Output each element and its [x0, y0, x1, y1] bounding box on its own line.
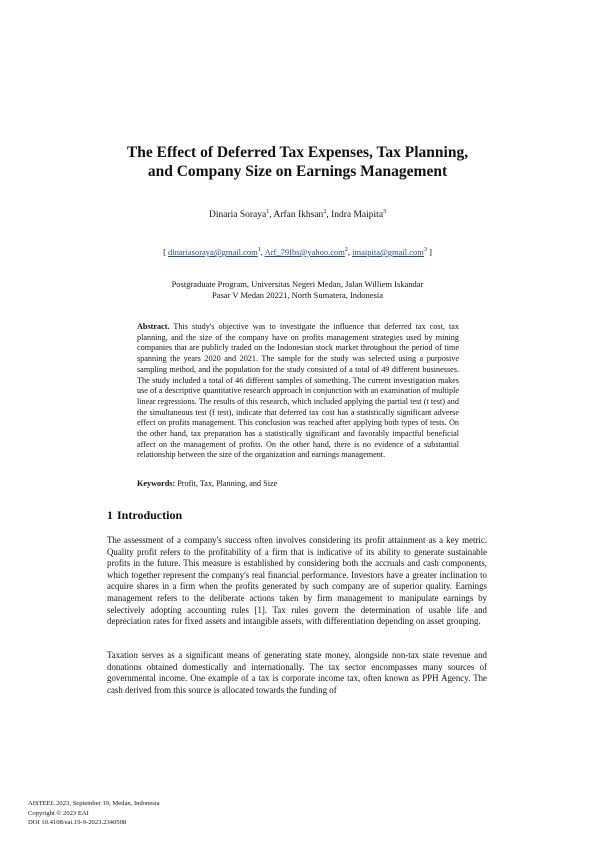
author-list	[100, 209, 495, 220]
author-name: Dinaria Soraya	[208, 210, 267, 221]
body-paragraph: Taxation serves as a significant means of generating state money, alongside non-tax state revenue and donations obtained domestically and internationally. The tax sector encompasses many sources of governmental income. One example of a tax is corporate income tax, often known as PPH Agency. The cash derived from this source is allocated towards the funding of	[107, 650, 487, 695]
author-emails	[100, 247, 495, 257]
email-mark: 3	[423, 247, 427, 254]
email-bracket-close: ]	[426, 247, 432, 257]
footer-copyright: Copyright © 2023 EAI	[28, 809, 89, 817]
author-name: Arfan Ikhsan	[273, 210, 324, 221]
email-bracket-open: [	[163, 247, 169, 257]
email-mark: 2	[344, 247, 348, 254]
abstract	[137, 322, 459, 461]
email-link[interactable]: imaipita@gmail.com	[352, 247, 424, 257]
email-link[interactable]: dinariasoraya@gmail.com	[168, 247, 258, 257]
affiliation-line: Postgraduate Program, Universitas Negeri Medan, Jalan Williem Iskandar	[171, 279, 424, 289]
email-separator: ,	[260, 247, 265, 257]
section-title: Introduction	[117, 508, 183, 522]
author-affiliation-mark: 2	[323, 209, 327, 215]
section-number: 1	[107, 508, 113, 522]
footer-doi: DOI 10.4108/eai.19-9-2023.2340508	[28, 819, 127, 827]
author-affiliation-mark: 3	[383, 209, 387, 215]
affiliation	[100, 279, 495, 301]
keywords	[137, 479, 459, 488]
author-separator: ,	[269, 210, 274, 221]
abstract-label: Abstract.	[137, 322, 170, 331]
abstract-text: This study's objective was to investigate the influence that deferred tax cost, tax planning, and the size of the company have on profits management strategies used by mining companies that are publicly traded on the Indonesian stock market throughout the period of time spanning the years 2020 and 2021. The sample for the study was selected using a purposive sampling method, and the population for the study consisted of a total of 49 different businesses. The study included a total of 46 different samples of something. The current investigation makes use of a descriptive quantitative research approach in conjunction with an examination of multiple linear regressions. The results of this research, which included applying the partial test (t test) and the simultaneous test (f test), indicate that deferred tax cost has a statistically significant adverse effect on profits management. This conclusion was reached after applying both types of tests. On the other hand, tax preparation has a statistically significant and favorably impactful beneficial affect on the management of profits. On the other hand, there is no evidence of a substantial relationship between the size of the organization and earnings management.	[137, 322, 459, 460]
email-separator: ,	[347, 247, 353, 257]
footer-conference: AISTEEL 2023, September 19, Medan, Indonesia	[28, 800, 160, 807]
section-heading	[107, 508, 182, 523]
paper-title-line: The Effect of Deferred Tax Expenses, Tax Planning,	[126, 144, 469, 161]
page-footer	[28, 799, 160, 828]
author-affiliation-mark: 1	[266, 209, 270, 215]
paper-title-line: and Company Size on Earnings Management	[147, 163, 448, 180]
paper-title	[100, 143, 495, 181]
email-link[interactable]: Arf_79Ibs@yahoo.com	[264, 247, 345, 257]
email-mark: 1	[257, 247, 261, 254]
affiliation-line: Pasar V Medan 20221, North Sumatera, Indonesia	[211, 290, 384, 300]
keywords-label: Keywords:	[137, 479, 176, 488]
author-name: Indra Maipita	[331, 210, 384, 221]
body-paragraph: The assessment of a company's success often involves considering its profit attainment as a key metric. Quality profit refers to the profitability of a firm that is indicative of its ability to generate sustainable profits in the future. This measure is established by considering both the accruals and cash components, which together represent the company's real financial performance. Investors have a greater inclination to acquire shares in a firm when the profits generated by such company are of superior quality. Earnings management refers to the deliberate actions taken by firm management to manipulate earnings by selectively adopting accounting rules [1]. Tax rules govern the determination of usable life and depreciation rates for fixed assets and intangible assets, with differentiation depending on asset grouping.	[107, 535, 487, 627]
author-separator: ,	[326, 210, 332, 221]
keywords-text: Profit, Tax, Planning, and Size	[175, 479, 278, 488]
